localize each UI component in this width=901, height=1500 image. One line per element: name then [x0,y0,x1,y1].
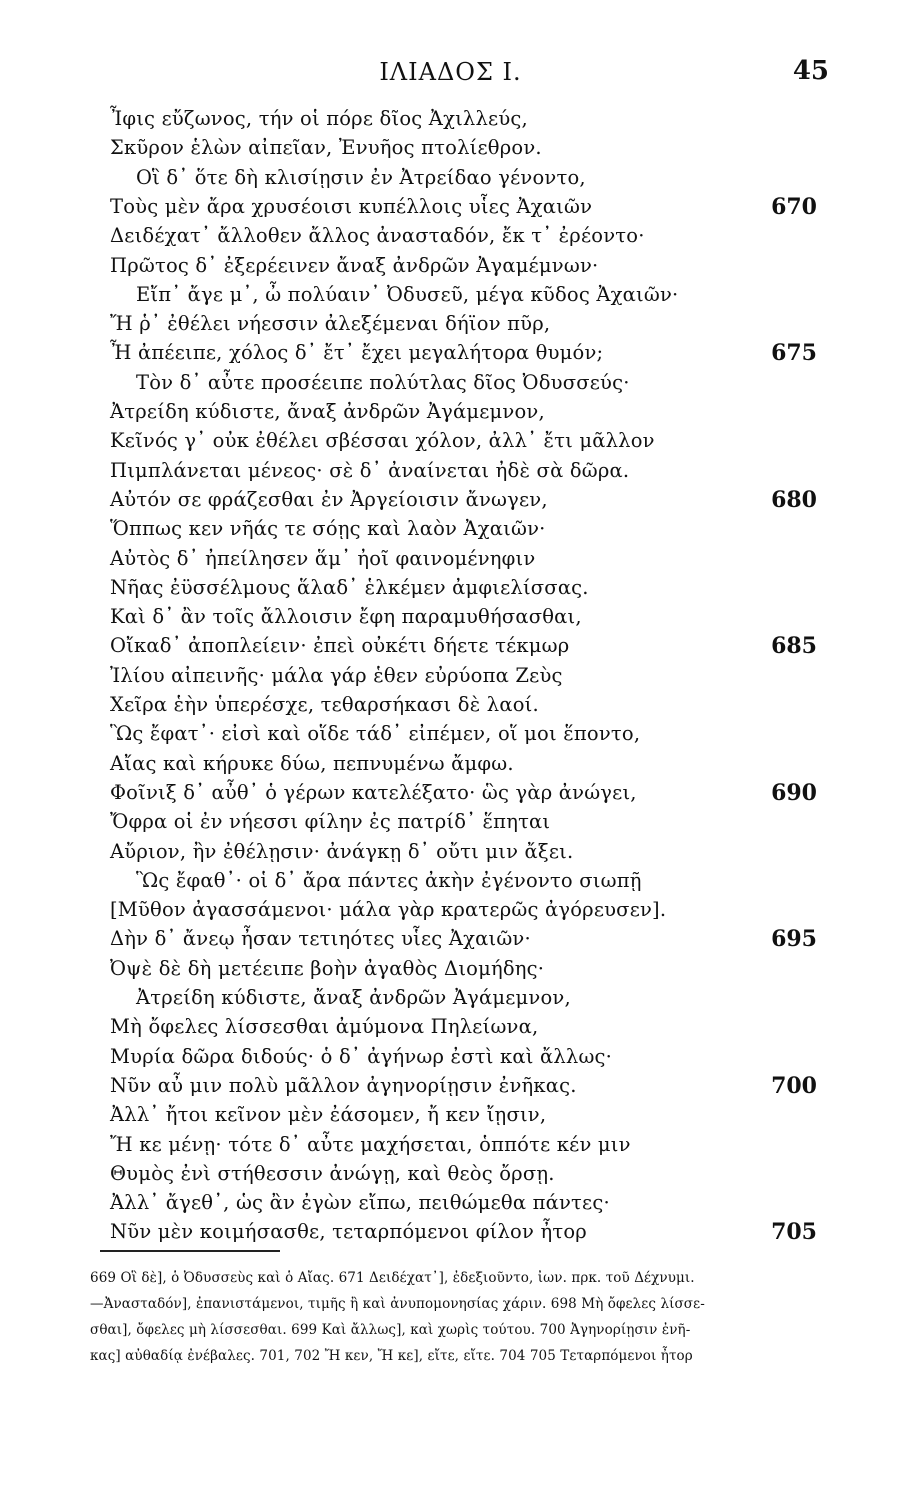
verse-text: Οἴκαδ᾽ ἀποπλείειν· ἐπεὶ οὐκέτι δήετε τέκμωρ [110,634,570,658]
verse-line [0,1100,901,1130]
verse-line [0,456,901,486]
verse-line [0,866,901,896]
verse-text: Αἴας καὶ κήρυκε δύω, πεπνυμένω ἄμφω. [110,751,514,775]
verse-line [0,778,901,808]
verse-line [0,924,901,954]
page-number: 45 [792,56,829,86]
footnote-rule [100,1250,280,1252]
verse-text: Σκῦρον ἑλὼν αἰπεῖαν, Ἐνυῆος πτολίεθρον. [110,136,542,160]
verse-text: Πρῶτος δ᾽ ἐξερέεινεν ἄναξ ἀνδρῶν Ἀγαμέμνων· [110,253,599,277]
verse-line [0,280,901,310]
verse-line [0,104,901,134]
verse-text: Μυρία δῶρα διδούς· ὁ δ᾽ ἀγήνωρ ἐστὶ καὶ ἄλλως· [110,1044,613,1068]
verse-text: Κεῖνός γ᾽ οὐκ ἐθέλει σβέσσαι χόλον, ἀλλ᾽ ἔτι μᾶλλον [110,429,655,453]
verse-text: Ἤ κε μένῃ· τότε δ᾽ αὖτε μαχήσεται, ὁππότε κέν μιν [110,1132,631,1156]
verse-text: Ὀψὲ δὲ δὴ μετέειπε βοὴν ἀγαθὸς Διομήδης· [110,956,545,980]
verse-line [0,368,901,398]
verse-line [0,749,901,779]
verse-text: Ἀλλ᾽ ἤτοι κεῖνον μὲν ἐάσομεν, ἤ κεν ἴῃσιν, [110,1103,547,1127]
verse-text: Θυμὸς ἐνὶ στήθεσσιν ἀνώγῃ, καὶ θεὸς ὄρσῃ. [110,1161,555,1185]
verse-text: Εἴπ᾽ ἄγε μ᾽, ὦ πολύαιν᾽ Ὀδυσεῦ, μέγα κῦδος Ἀχαιῶν· [136,282,679,306]
verse-line [0,1188,901,1218]
running-head-title: ΙΛΙΑΔΟΣ Ι. [379,58,522,86]
line-number: 675 [771,340,817,367]
verse-line [0,690,901,720]
verse-text: Ὣς ἔφαθ᾽· οἱ δ᾽ ἄρα πάντες ἀκὴν ἐγένοντο σιωπῇ [136,868,642,892]
verse-line [0,983,901,1013]
verse-text: Ὄφρα οἱ ἐν νήεσσι φίλην ἐς πατρίδ᾽ ἕπηται [110,810,551,834]
line-number: 680 [771,486,817,513]
verse-line [0,602,901,632]
verse-text: Αὔριον, ἢν ἐθέλῃσιν· ἀνάγκῃ δ᾽ οὔτι μιν ἄξει. [110,839,574,863]
line-number: 690 [771,779,817,806]
verse-line [0,895,901,925]
line-number: 700 [771,1072,817,1099]
verse-line [0,573,901,603]
verse-text: Τὸν δ᾽ αὖτε προσέειπε πολύτλας δῖος Ὀδυσσεύς· [136,370,630,394]
verse-text: Ἀλλ᾽ ἄγεθ᾽, ὡς ἂν ἐγὼν εἴπω, πειθώμεθα πάντες· [110,1191,610,1215]
verse-line [0,426,901,456]
verse-line [0,719,901,749]
verse-line [0,192,901,222]
verse-text: Πιμπλάνεται μένεος· σὲ δ᾽ ἀναίνεται ἠδὲ σὰ δῶρα. [110,458,630,482]
verse-text: Ὣς ἔφατ᾽· εἰσὶ καὶ οἵδε τάδ᾽ εἰπέμεν, οἵ μοι ἕποντο, [110,722,641,746]
verse-line [0,309,901,339]
verse-line [0,338,901,368]
verse-line [0,1217,901,1247]
footnote-line: 669 Οἳ δὲ], ὁ Ὀδυσσεὺς καὶ ὁ Αἴας. 671 Δειδέχατ᾽], ἐδεξιοῦντο, ἰων. πρκ. τοῦ Δέχνυμι. [90,1270,695,1286]
verse-text: Ὅππως κεν νῆάς τε σόῃς καὶ λαὸν Ἀχαιῶν· [110,517,546,541]
verse-text: Νῆας ἐϋσσέλμους ἅλαδ᾽ ἑλκέμεν ἀμφιελίσσας. [110,575,589,599]
verse-text: Ἰλίου αἰπεινῆς· μάλα γάρ ἑθεν εὐρύοπα Ζεὺς [110,663,563,687]
verse-text: Φοῖνιξ δ᾽ αὖθ᾽ ὁ γέρων κατελέξατο· ὣς γὰρ ἀνώγει, [110,780,637,804]
verse-text: Καὶ δ᾽ ἂν τοῖς ἄλλοισιν ἔφη παραμυθήσασθαι, [110,605,582,629]
verse-text: Νῦν μὲν κοιμήσασθε, τεταρπόμενοι φίλον ἦτορ [110,1220,587,1244]
line-number: 670 [771,193,817,220]
line-number: 685 [771,633,817,660]
verse-text: Ἀτρείδη κύδιστε, ἄναξ ἀνδρῶν Ἀγάμεμνον, [110,400,545,423]
verse-line [0,221,901,251]
verse-line [0,251,901,281]
verse-text: Ἶφις εὔζωνος, τήν οἱ πόρε δῖος Ἀχιλλεύς, [110,107,528,130]
verse-line [0,631,901,661]
verse-text: Ἦ ἀπέειπε, χόλος δ᾽ ἔτ᾽ ἔχει μεγαλήτορα θυμόν; [110,341,604,365]
verse-text: Χεῖρα ἑὴν ὑπερέσχε, τεθαρσήκασι δὲ λαοί. [110,693,539,716]
verse-text: Οἳ δ᾽ ὅτε δὴ κλισίῃσιν ἐν Ἀτρείδαο γένοντο, [136,165,586,189]
verse-text: Δὴν δ᾽ ἄνεῳ ἦσαν τετιηότες υἷες Ἀχαιῶν· [110,927,531,951]
verse-line [0,485,901,515]
verse-text: Μὴ ὄφελες λίσσεσθαι ἀμύμονα Πηλείωνα, [110,1015,539,1039]
verse-line [0,1071,901,1101]
footnotes [90,1265,820,1369]
verse-line [0,1042,901,1072]
verse-text: Τοὺς μὲν ἄρα χρυσέοισι κυπέλλοις υἷες Ἀχαιῶν [110,194,593,218]
verse-line [0,163,901,193]
footnote-line: σθαι], ὄφελες μὴ λίσσεσθαι. 699 Καὶ ἄλλως], καὶ χωρὶς τούτου. 700 Ἀγηνορίῃσιν ἐνῆ- [90,1322,691,1338]
verse-line [0,954,901,984]
verse-text: Νῦν αὖ μιν πολὺ μᾶλλον ἀγηνορίῃσιν ἐνῆκας. [110,1073,577,1097]
verse-line [0,1130,901,1160]
verse-text: Αὐτόν σε φράζεσθαι ἐν Ἀργείοισιν ἄνωγεν, [110,487,548,511]
verse-line [0,1159,901,1189]
verse-line [0,661,901,691]
line-number: 705 [771,1219,817,1246]
footnote-line: —Ἀνασταδόν], ἐπανιστάμενοι, τιμῆς ἢ καὶ ἀνυπομονησίας χάριν. 698 Μὴ ὄφελες λίσσε- [90,1296,705,1312]
verse-line [0,1012,901,1042]
verse-text: Αὐτὸς δ᾽ ἠπείλησεν ἅμ᾽ ἠοῖ φαινομένηφιν [110,546,536,570]
verse-text: Ἀτρείδη κύδιστε, ἄναξ ἀνδρῶν Ἀγάμεμνον, [136,986,571,1009]
footnote-line: κας] αὐθαδίᾳ ἐνέβαλες. 701, 702 Ἤ κεν, Ἤ κε], εἴτε, εἴτε. 704 705 Τεταρπόμενοι ἦτορ [90,1348,693,1364]
verse-text: Ἤ ῥ᾽ ἐθέλει νήεσσιν ἀλεξέμεναι δήϊον πῦρ, [110,312,551,336]
verse-text: [Μῦθον ἀγασσάμενοι· μάλα γὰρ κρατερῶς ἀγόρευσεν]. [110,898,667,922]
verse-line [0,397,901,427]
verse-line [0,133,901,163]
verse-line [0,807,901,837]
verse-line [0,544,901,574]
line-number: 695 [771,926,817,953]
verse-text: Δειδέχατ᾽ ἄλλοθεν ἄλλος ἀνασταδόν, ἔκ τ᾽ ἐρέοντο· [110,224,645,248]
verse-line [0,514,901,544]
verse-line [0,837,901,867]
